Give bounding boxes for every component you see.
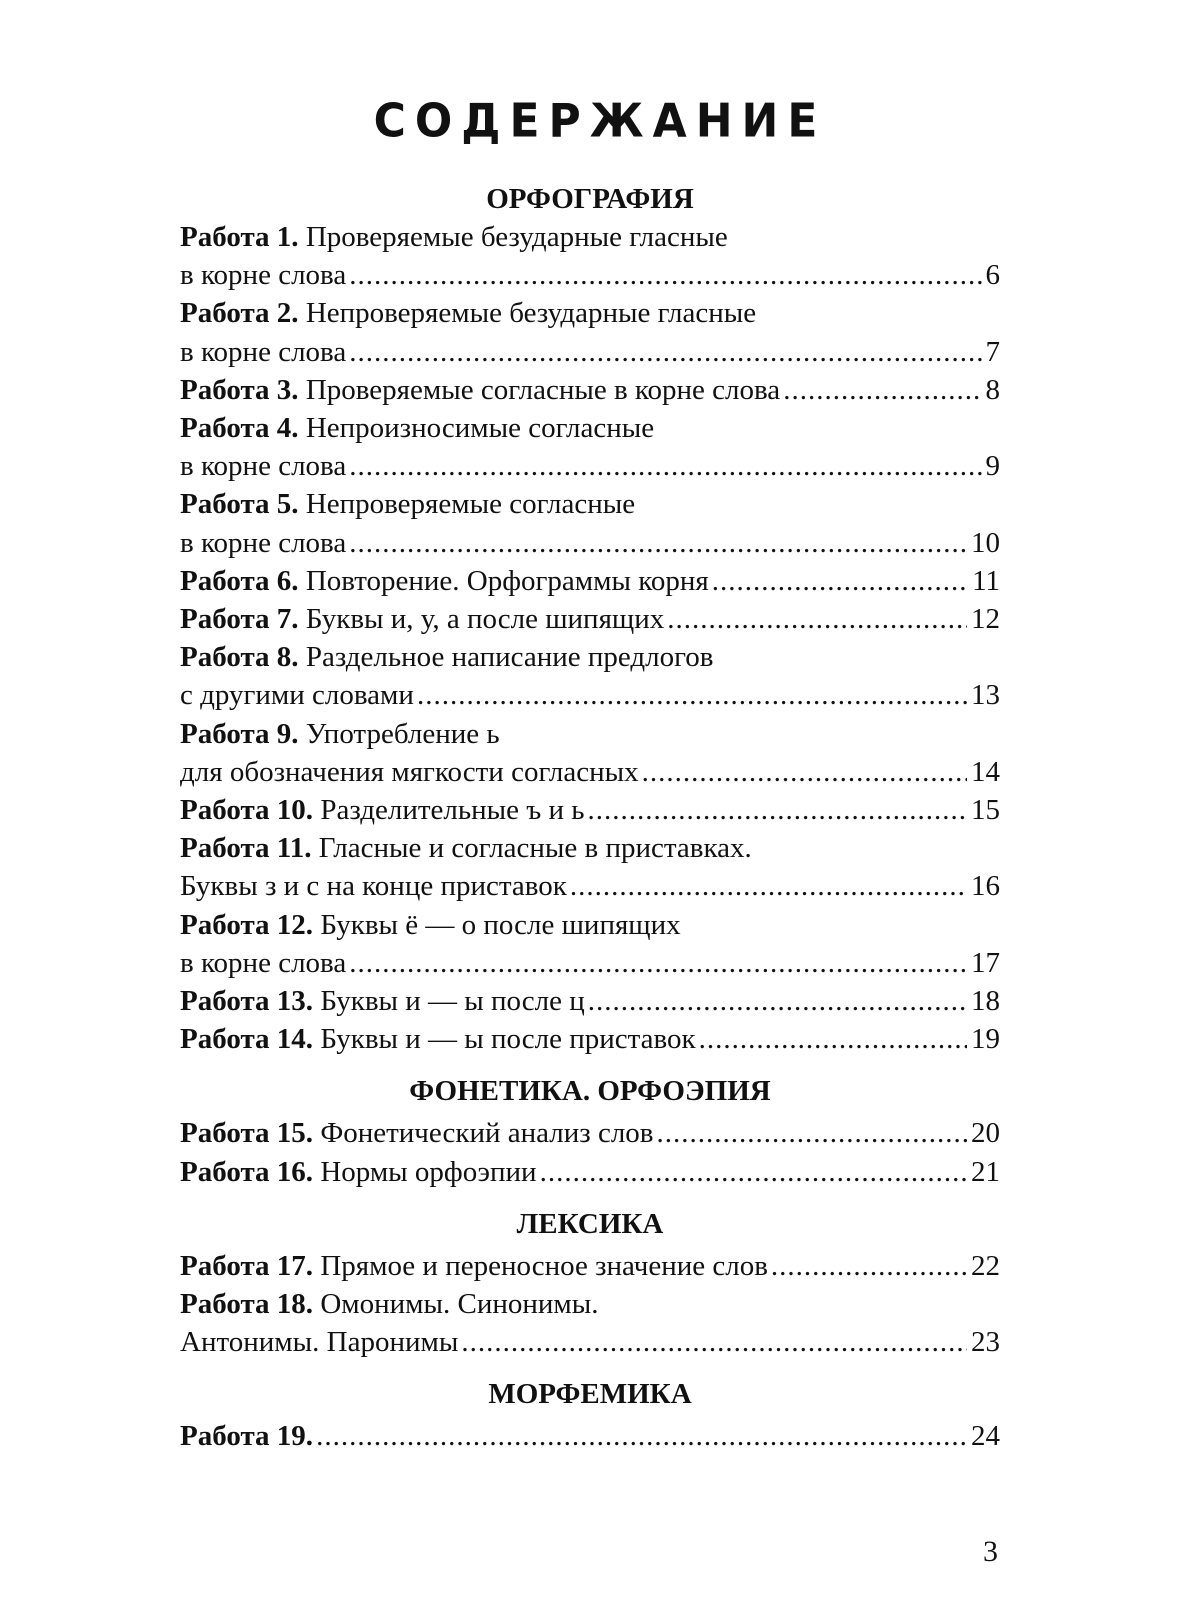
entry-title: с другими словами — [180, 679, 414, 712]
dot-leader — [588, 982, 967, 1020]
toc-entry-line[interactable] — [180, 944, 1000, 982]
entry-title: Буквы и, у, а после шипящих — [305, 603, 665, 636]
entry-page-number: 9 — [985, 450, 1000, 483]
entry-label — [180, 294, 756, 332]
entry-title: в корне слова — [180, 946, 347, 979]
dot-leader — [642, 753, 967, 791]
work-number: Работа 14. — [180, 1023, 314, 1056]
work-number: Работа 19. — [180, 1420, 314, 1453]
work-number: Работа 4. — [180, 412, 299, 445]
toc-entry-line[interactable] — [180, 1417, 1000, 1455]
entry-page-number: 21 — [971, 1155, 1000, 1188]
entry-label — [180, 944, 346, 982]
section-heading: ФОНЕТИКА. ОРФОЭПИЯ — [409, 1075, 771, 1108]
dot-leader — [349, 333, 981, 371]
work-number: Работа 12. — [180, 908, 314, 941]
entry-page-number: 23 — [971, 1326, 1000, 1359]
entry-title: Буквы и — ы после ц — [320, 985, 585, 1018]
entry-page-number: 22 — [971, 1249, 1000, 1282]
dot-leader — [349, 447, 981, 485]
entry-title: Омонимы. Синонимы. — [320, 1288, 599, 1321]
work-number: Работа 11. — [180, 832, 312, 865]
entry-title: в корне слова — [180, 526, 347, 559]
toc-entry-line[interactable] — [180, 600, 1000, 638]
entry-label — [180, 982, 585, 1020]
dot-leader — [316, 1417, 967, 1455]
toc-entry-line[interactable] — [180, 753, 1000, 791]
entry-title: Прямое и переносное значение слов — [320, 1249, 768, 1282]
dot-leader — [783, 371, 981, 409]
entry-title: Буквы ё — о после шипящих — [320, 908, 681, 941]
entry-label — [180, 333, 346, 371]
entry-page-number: 24 — [971, 1420, 1000, 1453]
entry-label — [180, 638, 713, 676]
entry-label — [180, 600, 664, 638]
dot-leader — [667, 600, 967, 638]
toc-entry-line[interactable] — [180, 791, 1000, 829]
entry-title: Антонимы. Паронимы — [180, 1326, 459, 1359]
entry-title: Раздельное написание предлогов — [305, 641, 714, 674]
entry-page-number: 6 — [985, 259, 1000, 292]
dot-leader — [349, 524, 967, 562]
dot-leader — [587, 791, 967, 829]
section-heading: ОРФОГРАФИЯ — [486, 183, 694, 215]
entry-title: в корне слова — [180, 259, 347, 292]
toc-entry-line[interactable] — [180, 371, 1000, 409]
entry-title: Непроверяемые безударные гласные — [305, 297, 757, 330]
work-number: Работа 6. — [180, 564, 299, 597]
entry-title: Употребление ь — [305, 717, 500, 750]
entry-title: Проверяемые согласные в корне слова — [305, 373, 781, 406]
entry-title: Нормы орфоэпии — [320, 1155, 537, 1188]
entry-label — [180, 1020, 696, 1058]
entry-label — [180, 1153, 537, 1191]
entry-title: Буквы з и с на конце приставок — [180, 870, 567, 903]
entry-page-number: 11 — [972, 564, 1000, 597]
entry-label — [180, 715, 500, 753]
toc-entry-line[interactable] — [180, 867, 1000, 905]
entry-label — [180, 256, 346, 294]
dot-leader — [657, 1114, 968, 1152]
dot-leader — [417, 676, 967, 714]
entry-label — [180, 485, 635, 523]
section-heading: ЛЕКСИКА — [516, 1207, 664, 1240]
toc-entry-line[interactable] — [180, 1153, 1000, 1191]
toc-entry-line — [180, 409, 1000, 447]
work-number: Работа 16. — [180, 1155, 314, 1188]
page-number: 3 — [983, 1535, 998, 1568]
toc-entry-line[interactable] — [180, 1020, 1000, 1058]
entry-title: Разделительные ъ и ь — [320, 794, 585, 827]
entry-page-number: 17 — [971, 946, 1000, 979]
section-heading: МОРФЕМИКА — [488, 1378, 692, 1411]
entry-label — [180, 524, 346, 562]
entry-title: для обозначения мягкости согласных — [180, 755, 639, 788]
entry-label — [180, 829, 752, 867]
entry-title: Непроизносимые согласные — [305, 412, 655, 445]
toc-entry-line[interactable] — [180, 447, 1000, 485]
toc-entry-line — [180, 294, 1000, 332]
entry-label — [180, 1323, 458, 1361]
entry-page-number: 14 — [971, 755, 1000, 788]
toc-entry-line[interactable] — [180, 1323, 1000, 1361]
toc-entry-line[interactable] — [180, 982, 1000, 1020]
entry-title: в корне слова — [180, 335, 347, 368]
dot-leader — [570, 867, 967, 905]
entry-page-number: 15 — [971, 794, 1000, 827]
work-number: Работа 8. — [180, 641, 299, 674]
work-number: Работа 18. — [180, 1288, 314, 1321]
entry-label — [180, 867, 567, 905]
work-number: Работа 17. — [180, 1249, 314, 1282]
dot-leader — [771, 1247, 967, 1285]
toc-entry-line[interactable] — [180, 562, 1000, 600]
entry-title: Непроверяемые согласные — [305, 488, 636, 521]
entry-label — [180, 676, 414, 714]
entry-title: в корне слова — [180, 450, 347, 483]
work-number: Работа 13. — [180, 985, 314, 1018]
toc-entry-line — [180, 218, 1000, 256]
table-of-contents — [180, 180, 1000, 1456]
toc-entry-line — [180, 906, 1000, 944]
entry-page-number: 7 — [985, 335, 1000, 368]
dot-leader — [699, 1020, 967, 1058]
entry-title: Гласные и согласные в приставках. — [318, 832, 752, 865]
page-title: СОДЕРЖАНИЕ — [373, 94, 827, 149]
toc-entry-line — [180, 485, 1000, 523]
toc-entry-line[interactable] — [180, 256, 1000, 294]
work-number: Работа 9. — [180, 717, 299, 750]
dot-leader — [712, 562, 968, 600]
toc-entry-line[interactable] — [180, 1247, 1000, 1285]
entry-page-number: 16 — [971, 870, 1000, 903]
entry-page-number: 8 — [985, 373, 1000, 406]
toc-entry-line[interactable] — [180, 1114, 1000, 1152]
work-number: Работа 2. — [180, 297, 299, 330]
toc-entry-line[interactable] — [180, 676, 1000, 714]
entry-label — [180, 1114, 654, 1152]
entry-label — [180, 1417, 313, 1455]
entry-label — [180, 409, 654, 447]
entry-label — [180, 1285, 599, 1323]
work-number: Работа 15. — [180, 1117, 314, 1150]
entry-title: Проверяемые безударные гласные — [305, 221, 728, 253]
toc-entry-line[interactable] — [180, 333, 1000, 371]
toc-entry-line[interactable] — [180, 524, 1000, 562]
entry-label — [180, 371, 780, 409]
dot-leader — [540, 1153, 967, 1191]
toc-entry-line — [180, 638, 1000, 676]
entry-page-number: 10 — [971, 526, 1000, 559]
entry-title: Буквы и — ы после приставок — [320, 1023, 696, 1056]
entry-label — [180, 791, 584, 829]
work-number: Работа 1. — [180, 221, 299, 253]
entry-page-number: 13 — [971, 679, 1000, 712]
dot-leader — [349, 256, 981, 294]
entry-label — [180, 562, 709, 600]
work-number: Работа 3. — [180, 373, 299, 406]
dot-leader — [461, 1323, 967, 1361]
entry-label — [180, 218, 728, 256]
entry-label — [180, 447, 346, 485]
entry-label — [180, 1247, 768, 1285]
toc-entry-line — [180, 1285, 1000, 1323]
entry-page-number: 18 — [971, 985, 1000, 1018]
entry-title: Фонетический анализ слов — [320, 1117, 654, 1150]
toc-entry-line — [180, 715, 1000, 753]
entry-page-number: 20 — [971, 1117, 1000, 1150]
entry-page-number: 12 — [971, 603, 1000, 636]
entry-page-number: 19 — [971, 1023, 1000, 1056]
toc-entry-line — [180, 829, 1000, 867]
dot-leader — [349, 944, 967, 982]
work-number: Работа 5. — [180, 488, 299, 521]
entry-label — [180, 753, 639, 791]
work-number: Работа 10. — [180, 794, 314, 827]
entry-title: Повторение. Орфограммы корня — [305, 564, 709, 597]
entry-label — [180, 906, 681, 944]
work-number: Работа 7. — [180, 603, 299, 636]
